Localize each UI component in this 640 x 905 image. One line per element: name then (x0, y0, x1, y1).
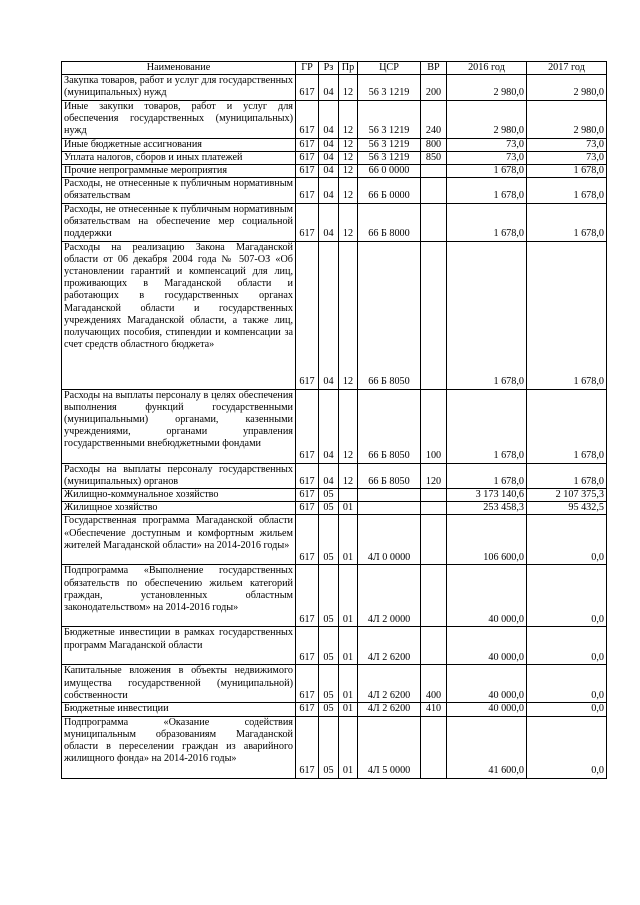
row-2017: 2 980,0 (527, 75, 607, 100)
row-gr: 617 (296, 165, 319, 178)
row-2017: 73,0 (527, 151, 607, 164)
row-2017: 0,0 (527, 565, 607, 627)
row-rz: 04 (319, 241, 339, 389)
row-2017: 2 980,0 (527, 100, 607, 138)
table-row (62, 665, 607, 703)
table-row (62, 75, 607, 100)
row-pr: 12 (339, 241, 358, 389)
row-name: Государственная программа Магаданской области «Обеспечение доступным и комфортным жильем жителей Магаданской области» на 2014-2016 годы» (62, 515, 296, 565)
row-2017: 1 678,0 (527, 178, 607, 203)
row-2016: 73,0 (447, 138, 527, 151)
row-rz: 04 (319, 463, 339, 488)
row-csr: 66 Б 8050 (358, 241, 421, 389)
row-rz: 04 (319, 165, 339, 178)
header-rz: Рз (319, 62, 339, 75)
row-2017: 1 678,0 (527, 463, 607, 488)
row-gr: 617 (296, 203, 319, 241)
row-gr: 617 (296, 515, 319, 565)
row-pr: 12 (339, 100, 358, 138)
row-2016: 40 000,0 (447, 565, 527, 627)
row-2017: 73,0 (527, 138, 607, 151)
row-pr: 12 (339, 463, 358, 488)
row-vr: 410 (421, 703, 447, 716)
row-pr: 12 (339, 165, 358, 178)
row-2016: 40 000,0 (447, 703, 527, 716)
row-rz: 04 (319, 151, 339, 164)
row-name: Прочие непрограммные мероприятия (62, 165, 296, 178)
table-row (62, 151, 607, 164)
row-2017: 95 432,5 (527, 502, 607, 515)
row-name: Капитальные вложения в объекты недвижимого имущества государственной (муниципальной) собственности (62, 665, 296, 703)
row-2016: 40 000,0 (447, 665, 527, 703)
row-pr: 12 (339, 178, 358, 203)
row-csr: 4Л 2 6200 (358, 703, 421, 716)
table-row (62, 565, 607, 627)
row-2017: 0,0 (527, 627, 607, 665)
row-rz: 04 (319, 75, 339, 100)
row-gr: 617 (296, 100, 319, 138)
row-vr (421, 203, 447, 241)
row-vr: 200 (421, 75, 447, 100)
row-gr: 617 (296, 241, 319, 389)
row-name: Иные закупки товаров, работ и услуг для обеспечения государственных (муниципальных) нужд (62, 100, 296, 138)
row-2016: 40 000,0 (447, 627, 527, 665)
header-2016: 2016 год (447, 62, 527, 75)
row-2017: 0,0 (527, 665, 607, 703)
row-csr: 4Л 2 6200 (358, 627, 421, 665)
row-pr (339, 489, 358, 502)
row-pr: 12 (339, 203, 358, 241)
header-vr: ВР (421, 62, 447, 75)
row-2016: 106 600,0 (447, 515, 527, 565)
row-rz: 05 (319, 627, 339, 665)
row-csr: 56 3 1219 (358, 100, 421, 138)
header-csr: ЦСР (358, 62, 421, 75)
row-csr: 66 Б 0000 (358, 178, 421, 203)
row-csr (358, 502, 421, 515)
row-2016: 1 678,0 (447, 203, 527, 241)
row-name: Бюджетные инвестиции в рамках государственных программ Магаданской области (62, 627, 296, 665)
row-name: Жилищно-коммунальное хозяйство (62, 489, 296, 502)
row-rz: 04 (319, 389, 339, 463)
table-row (62, 100, 607, 138)
row-pr: 12 (339, 389, 358, 463)
row-vr (421, 241, 447, 389)
row-rz: 04 (319, 203, 339, 241)
row-csr: 4Л 2 0000 (358, 565, 421, 627)
row-2017: 1 678,0 (527, 389, 607, 463)
row-name: Расходы на реализацию Закона Магаданской области от 06 декабря 2004 года № 507-ОЗ «Об установлении гарантий и компенсаций для лиц, проживающих в Магаданской области и работающих в государственных органах Магаданской области и государственных учреждениях Магаданской области, а также лиц, получающих пособия, стипендии и компенсации за счет средств областного бюджета» (62, 241, 296, 389)
row-name: Закупка товаров, работ и услуг для государственных (муниципальных) нужд (62, 75, 296, 100)
row-2016: 1 678,0 (447, 178, 527, 203)
row-vr (421, 489, 447, 502)
table-row (62, 489, 607, 502)
row-pr: 12 (339, 75, 358, 100)
row-pr: 01 (339, 665, 358, 703)
row-2017: 2 107 375,3 (527, 489, 607, 502)
row-csr: 56 3 1219 (358, 75, 421, 100)
table-row (62, 502, 607, 515)
row-gr: 617 (296, 502, 319, 515)
row-csr (358, 489, 421, 502)
row-csr: 4Л 2 6200 (358, 665, 421, 703)
row-rz: 05 (319, 565, 339, 627)
table-row (62, 178, 607, 203)
row-gr: 617 (296, 389, 319, 463)
table-row (62, 389, 607, 463)
row-vr: 800 (421, 138, 447, 151)
row-pr: 01 (339, 627, 358, 665)
table-row (62, 703, 607, 716)
row-csr: 66 Б 8050 (358, 389, 421, 463)
budget-table (61, 61, 607, 779)
row-rz: 05 (319, 502, 339, 515)
header-name: Наименование (62, 62, 296, 75)
row-rz: 04 (319, 138, 339, 151)
row-pr: 12 (339, 151, 358, 164)
row-rz: 05 (319, 665, 339, 703)
row-2016: 3 173 140,6 (447, 489, 527, 502)
row-csr: 66 0 0000 (358, 165, 421, 178)
row-2017: 1 678,0 (527, 165, 607, 178)
row-gr: 617 (296, 665, 319, 703)
row-2016: 1 678,0 (447, 165, 527, 178)
row-csr: 66 Б 8000 (358, 203, 421, 241)
row-name: Бюджетные инвестиции (62, 703, 296, 716)
row-gr: 617 (296, 627, 319, 665)
header-gr: ГР (296, 62, 319, 75)
row-2016: 73,0 (447, 151, 527, 164)
table-row (62, 627, 607, 665)
row-gr: 617 (296, 565, 319, 627)
row-vr: 850 (421, 151, 447, 164)
row-csr: 56 3 1219 (358, 138, 421, 151)
table-row (62, 515, 607, 565)
document-page (61, 61, 607, 779)
row-pr: 12 (339, 138, 358, 151)
row-2017: 1 678,0 (527, 241, 607, 389)
row-vr: 400 (421, 665, 447, 703)
table-row (62, 203, 607, 241)
row-2016: 253 458,3 (447, 502, 527, 515)
table-header-row (62, 62, 607, 75)
row-vr: 100 (421, 389, 447, 463)
row-vr: 240 (421, 100, 447, 138)
row-vr (421, 565, 447, 627)
row-gr: 617 (296, 716, 319, 778)
row-rz: 05 (319, 716, 339, 778)
table-row (62, 716, 607, 778)
row-vr (421, 178, 447, 203)
row-name: Подпрограмма «Оказание содействия муниципальным образованиям Магаданской области в переселении граждан из аварийного жилищного фонда» на 2014-2016 годы» (62, 716, 296, 778)
row-vr (421, 515, 447, 565)
row-name: Подпрограмма «Выполнение государственных обязательств по обеспечению жильем категорий граждан, установленных областным законодательством» на 2014-2016 годы» (62, 565, 296, 627)
row-vr (421, 502, 447, 515)
row-rz: 04 (319, 100, 339, 138)
row-2016: 2 980,0 (447, 75, 527, 100)
row-name: Жилищное хозяйство (62, 502, 296, 515)
row-pr: 01 (339, 565, 358, 627)
row-pr: 01 (339, 502, 358, 515)
row-csr: 56 3 1219 (358, 151, 421, 164)
row-2016: 1 678,0 (447, 389, 527, 463)
row-name: Иные бюджетные ассигнования (62, 138, 296, 151)
row-pr: 01 (339, 703, 358, 716)
row-vr (421, 165, 447, 178)
row-name: Расходы, не отнесенные к публичным нормативным обязательствам (62, 178, 296, 203)
row-2016: 1 678,0 (447, 241, 527, 389)
row-csr: 66 Б 8050 (358, 463, 421, 488)
table-row (62, 241, 607, 389)
table-row (62, 165, 607, 178)
row-name: Расходы, не отнесенные к публичным нормативным обязательствам на обеспечение мер социальной поддержки (62, 203, 296, 241)
row-pr: 01 (339, 716, 358, 778)
row-name: Расходы на выплаты персоналу государственных (муниципальных) органов (62, 463, 296, 488)
row-2016: 41 600,0 (447, 716, 527, 778)
row-gr: 617 (296, 138, 319, 151)
row-gr: 617 (296, 151, 319, 164)
table-row (62, 463, 607, 488)
table-row (62, 138, 607, 151)
row-vr (421, 627, 447, 665)
row-csr: 4Л 0 0000 (358, 515, 421, 565)
row-rz: 05 (319, 515, 339, 565)
row-gr: 617 (296, 178, 319, 203)
row-pr: 01 (339, 515, 358, 565)
row-gr: 617 (296, 489, 319, 502)
row-2017: 1 678,0 (527, 203, 607, 241)
row-2017: 0,0 (527, 716, 607, 778)
row-2016: 1 678,0 (447, 463, 527, 488)
row-2016: 2 980,0 (447, 100, 527, 138)
row-gr: 617 (296, 75, 319, 100)
row-vr: 120 (421, 463, 447, 488)
row-2017: 0,0 (527, 703, 607, 716)
row-gr: 617 (296, 703, 319, 716)
row-rz: 05 (319, 489, 339, 502)
header-pr: Пр (339, 62, 358, 75)
header-2017: 2017 год (527, 62, 607, 75)
row-name: Расходы на выплаты персоналу в целях обеспечения выполнения функций государственными (муниципальными) органами, казенными учреждениями, органами управления государственными внебюджетными фондами (62, 389, 296, 463)
row-rz: 04 (319, 178, 339, 203)
row-vr (421, 716, 447, 778)
row-csr: 4Л 5 0000 (358, 716, 421, 778)
row-gr: 617 (296, 463, 319, 488)
row-rz: 05 (319, 703, 339, 716)
row-2017: 0,0 (527, 515, 607, 565)
row-name: Уплата налогов, сборов и иных платежей (62, 151, 296, 164)
